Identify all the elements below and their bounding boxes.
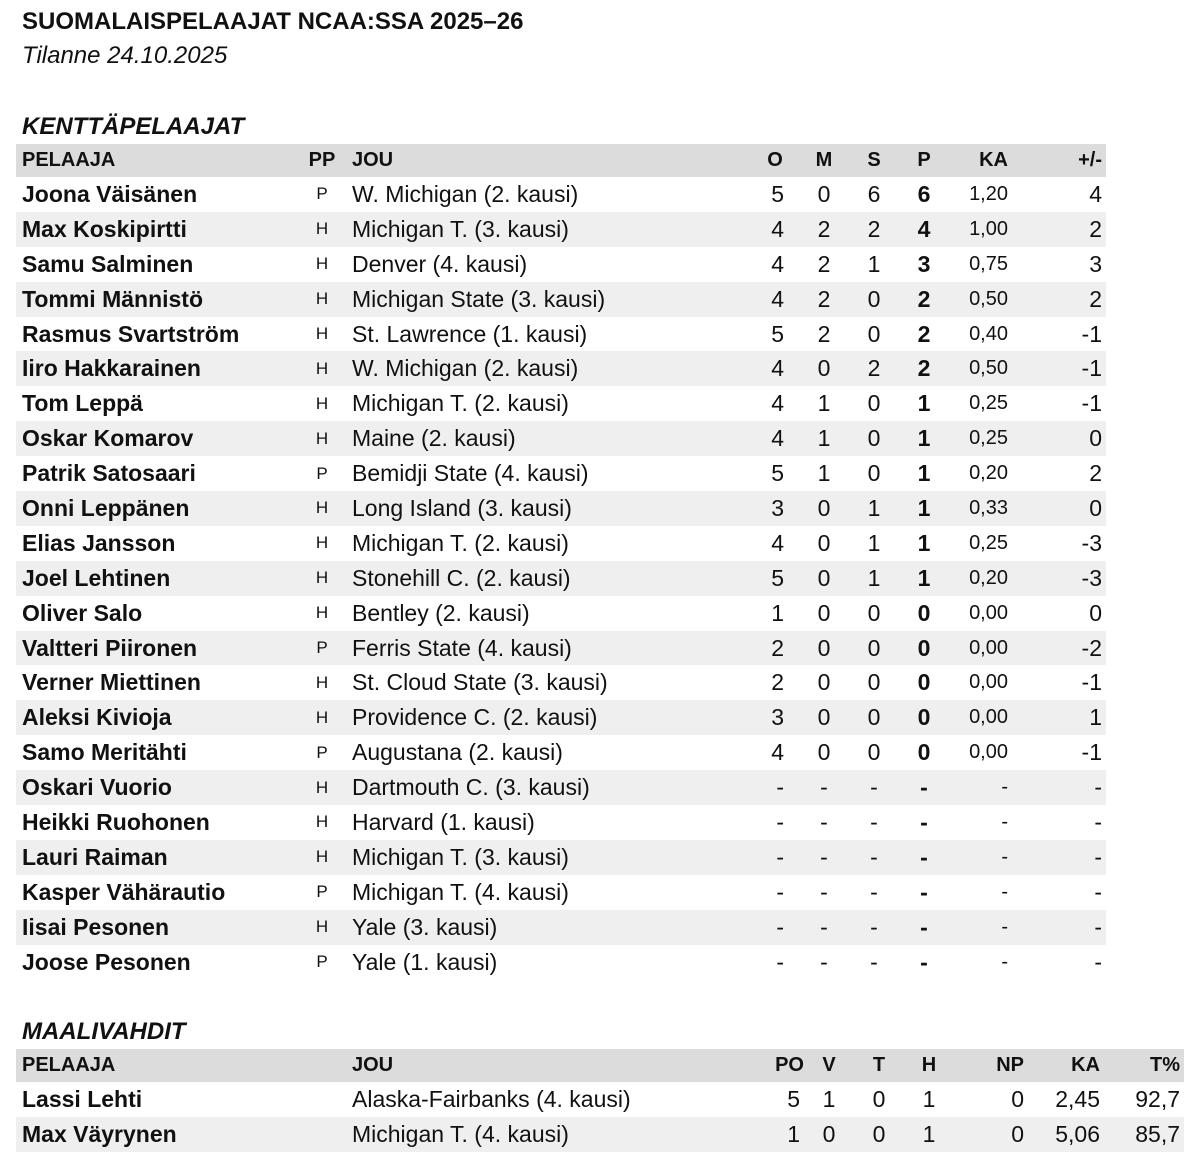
position-cell: H bbox=[315, 672, 329, 692]
team-cell: Denver (4. kausi) bbox=[352, 250, 528, 277]
points-per-game-cell: 0,00 bbox=[969, 671, 1008, 694]
games-cell: 3 bbox=[771, 494, 784, 521]
team-cell: W. Michigan (2. kausi) bbox=[352, 355, 579, 382]
assists-cell: - bbox=[870, 774, 878, 801]
player-name-cell: Joel Lehtinen bbox=[22, 564, 171, 591]
points-per-game-cell: - bbox=[1001, 950, 1008, 973]
team-cell: Augustana (2. kausi) bbox=[352, 739, 563, 766]
points-cell: 4 bbox=[917, 215, 931, 242]
player-name-cell: Samu Salminen bbox=[22, 250, 194, 277]
points-cell: - bbox=[920, 913, 928, 940]
team-cell: Michigan T. (3. kausi) bbox=[352, 843, 569, 870]
player-name-cell: Iisai Pesonen bbox=[22, 913, 170, 940]
table-row bbox=[16, 1082, 1184, 1117]
column-header-games: PO bbox=[775, 1054, 804, 1076]
goals-cell: 2 bbox=[817, 285, 831, 312]
goals-cell: 0 bbox=[817, 669, 831, 696]
position-cell: H bbox=[315, 847, 329, 867]
points-cell: 1 bbox=[917, 425, 931, 452]
goals-cell: 1 bbox=[817, 425, 831, 452]
team-cell: Yale (1. kausi) bbox=[352, 948, 498, 975]
goals-cell: - bbox=[820, 774, 828, 801]
assists-cell: - bbox=[870, 878, 878, 905]
goals-cell: 2 bbox=[817, 320, 831, 347]
table-row bbox=[16, 631, 1106, 666]
games-cell: 4 bbox=[771, 355, 784, 382]
table-row bbox=[16, 282, 1106, 317]
team-cell: Yale (3. kausi) bbox=[352, 913, 498, 940]
player-name-cell: Joose Pesonen bbox=[22, 948, 191, 975]
games-cell: 4 bbox=[771, 529, 784, 556]
table-row bbox=[16, 770, 1106, 805]
table-row bbox=[16, 840, 1106, 875]
games-cell: 5 bbox=[771, 180, 784, 207]
games-cell: 5 bbox=[771, 320, 784, 347]
player-name-cell: Onni Leppänen bbox=[22, 494, 190, 521]
goals-cell: 2 bbox=[817, 215, 831, 242]
column-header-plus-minus: +/- bbox=[1078, 149, 1102, 171]
position-cell: H bbox=[315, 428, 329, 448]
goals-cell: 0 bbox=[817, 564, 831, 591]
goals-against-average-cell: 2,45 bbox=[1055, 1085, 1100, 1112]
team-cell: St. Cloud State (3. kausi) bbox=[352, 669, 608, 696]
points-cell: 2 bbox=[917, 355, 931, 382]
column-header-assists: S bbox=[867, 149, 881, 171]
player-name-cell: Kasper Vähärautio bbox=[22, 878, 226, 905]
position-cell: H bbox=[315, 324, 329, 343]
goals-cell: 1 bbox=[817, 460, 831, 487]
player-name-cell: Max Koskipirtti bbox=[22, 215, 187, 242]
column-header-team: JOU bbox=[352, 1054, 394, 1076]
assists-cell: - bbox=[870, 808, 878, 835]
team-cell: Michigan T. (2. kausi) bbox=[352, 529, 569, 556]
games-cell: 2 bbox=[771, 634, 784, 661]
plus-minus-cell: -1 bbox=[1081, 669, 1102, 696]
points-cell: - bbox=[920, 878, 928, 905]
points-cell: - bbox=[920, 774, 928, 801]
goals-cell: - bbox=[820, 808, 828, 835]
points-per-game-cell: 0,25 bbox=[969, 392, 1008, 415]
player-name-cell: Rasmus Svartström bbox=[22, 320, 240, 347]
position-cell: H bbox=[315, 254, 329, 274]
games-cell: 4 bbox=[771, 739, 784, 766]
points-cell: 2 bbox=[917, 285, 931, 312]
points-per-game-cell: - bbox=[1001, 776, 1008, 799]
plus-minus-cell: -3 bbox=[1081, 529, 1102, 556]
games-cell: 4 bbox=[771, 250, 784, 277]
skaters-section-title: KENTTÄPELAAJAT bbox=[22, 113, 245, 140]
position-cell: H bbox=[315, 777, 329, 797]
plus-minus-cell: 2 bbox=[1089, 215, 1102, 242]
points-per-game-cell: - bbox=[1001, 845, 1008, 868]
points-per-game-cell: 0,50 bbox=[969, 357, 1008, 380]
table-row bbox=[16, 317, 1106, 352]
table-row bbox=[16, 351, 1106, 386]
points-per-game-cell: 0,00 bbox=[969, 741, 1008, 764]
wins-cell: 0 bbox=[822, 1120, 836, 1147]
assists-cell: 1 bbox=[867, 564, 881, 591]
assists-cell: 0 bbox=[867, 285, 881, 312]
player-name-cell: Max Väyrynen bbox=[22, 1120, 177, 1147]
player-name-cell: Oskar Komarov bbox=[22, 425, 194, 452]
player-name-cell: Iiro Hakkarainen bbox=[22, 355, 201, 382]
goals-cell: 2 bbox=[817, 250, 831, 277]
table-row bbox=[16, 386, 1106, 421]
points-cell: - bbox=[920, 948, 928, 975]
plus-minus-cell: -1 bbox=[1081, 355, 1102, 382]
table-row bbox=[16, 421, 1106, 456]
position-cell: H bbox=[315, 603, 329, 623]
goals-cell: - bbox=[820, 913, 828, 940]
points-cell: 1 bbox=[917, 564, 931, 591]
games-cell: 5 bbox=[771, 460, 784, 487]
team-cell: Michigan T. (4. kausi) bbox=[352, 878, 569, 905]
games-cell: 1 bbox=[771, 599, 784, 626]
points-per-game-cell: 0,20 bbox=[969, 462, 1008, 485]
column-header-points-per-game: KA bbox=[979, 149, 1008, 171]
assists-cell: - bbox=[870, 948, 878, 975]
player-name-cell: Valtteri Piironen bbox=[22, 634, 198, 661]
games-cell: 5 bbox=[787, 1085, 800, 1112]
table-row bbox=[16, 247, 1106, 282]
player-name-cell: Tom Leppä bbox=[22, 390, 143, 417]
plus-minus-cell: - bbox=[1094, 878, 1102, 905]
assists-cell: 0 bbox=[867, 599, 881, 626]
team-cell: Alaska-Fairbanks (4. kausi) bbox=[352, 1085, 631, 1112]
position-cell: H bbox=[315, 498, 329, 518]
points-per-game-cell: 1,20 bbox=[969, 182, 1008, 205]
player-name-cell: Oliver Salo bbox=[22, 599, 143, 626]
games-cell: - bbox=[776, 808, 784, 835]
points-cell: 1 bbox=[917, 390, 931, 417]
plus-minus-cell: -1 bbox=[1081, 390, 1102, 417]
plus-minus-cell: 1 bbox=[1089, 704, 1102, 731]
goals-cell: - bbox=[820, 843, 828, 870]
column-header-save-percentage: T% bbox=[1150, 1054, 1180, 1076]
goals-cell: 0 bbox=[817, 704, 831, 731]
plus-minus-cell: 0 bbox=[1089, 494, 1102, 521]
table-header-row bbox=[16, 144, 1106, 177]
goals-cell: - bbox=[820, 878, 828, 905]
team-cell: Harvard (1. kausi) bbox=[352, 808, 535, 835]
team-cell: W. Michigan (2. kausi) bbox=[352, 180, 579, 207]
assists-cell: 0 bbox=[867, 425, 881, 452]
position-cell: P bbox=[316, 952, 328, 972]
column-header-games: O bbox=[767, 149, 783, 171]
column-header-losses: H bbox=[921, 1054, 937, 1076]
team-cell: Michigan T. (4. kausi) bbox=[352, 1120, 569, 1147]
assists-cell: 0 bbox=[867, 390, 881, 417]
assists-cell: 1 bbox=[867, 529, 881, 556]
table-header-row bbox=[16, 1049, 1184, 1082]
table-row bbox=[16, 212, 1106, 247]
plus-minus-cell: - bbox=[1094, 808, 1102, 835]
table-row bbox=[16, 491, 1106, 526]
team-cell: St. Lawrence (1. kausi) bbox=[352, 320, 588, 347]
points-cell: 0 bbox=[917, 634, 931, 661]
goalies-section-title: MAALIVAHDIT bbox=[22, 1018, 186, 1045]
player-name-cell: Verner Miettinen bbox=[22, 669, 201, 696]
page-title: SUOMALAISPELAAJAT NCAA:SSA 2025–26 bbox=[22, 8, 524, 35]
position-cell: H bbox=[315, 707, 329, 727]
player-name-cell: Aleksi Kivioja bbox=[22, 704, 172, 731]
plus-minus-cell: - bbox=[1094, 843, 1102, 870]
goals-cell: - bbox=[820, 948, 828, 975]
points-cell: 0 bbox=[917, 704, 931, 731]
column-header-position: PP bbox=[308, 149, 336, 171]
points-cell: 3 bbox=[917, 250, 931, 277]
assists-cell: - bbox=[870, 843, 878, 870]
goals-cell: 0 bbox=[817, 529, 831, 556]
assists-cell: 0 bbox=[867, 460, 881, 487]
games-cell: 3 bbox=[771, 704, 784, 731]
shutouts-cell: 0 bbox=[1011, 1085, 1024, 1112]
team-cell: Stonehill C. (2. kausi) bbox=[352, 564, 571, 591]
team-cell: Michigan State (3. kausi) bbox=[352, 285, 606, 312]
table-row bbox=[16, 665, 1106, 700]
table-row bbox=[16, 596, 1106, 631]
points-cell: 2 bbox=[917, 320, 931, 347]
plus-minus-cell: 4 bbox=[1089, 180, 1102, 207]
table-row bbox=[16, 1117, 1184, 1152]
column-header-goals: M bbox=[815, 149, 833, 171]
games-cell: - bbox=[776, 843, 784, 870]
column-header-player-name: PELAAJA bbox=[22, 1054, 116, 1076]
goals-cell: 1 bbox=[817, 390, 831, 417]
position-cell: H bbox=[315, 393, 329, 413]
save-percentage-cell: 92,7 bbox=[1135, 1085, 1180, 1112]
plus-minus-cell: - bbox=[1094, 774, 1102, 801]
team-cell: Providence C. (2. kausi) bbox=[352, 704, 598, 731]
player-name-cell: Patrik Satosaari bbox=[22, 460, 196, 487]
games-cell: - bbox=[776, 913, 784, 940]
table-row bbox=[16, 456, 1106, 491]
points-cell: - bbox=[920, 843, 928, 870]
points-per-game-cell: 0,75 bbox=[969, 252, 1008, 275]
goals-cell: 0 bbox=[817, 494, 831, 521]
games-cell: - bbox=[776, 948, 784, 975]
goals-cell: 0 bbox=[817, 739, 831, 766]
table-row bbox=[16, 561, 1106, 596]
ties-cell: 0 bbox=[872, 1085, 886, 1112]
assists-cell: 0 bbox=[867, 320, 881, 347]
games-cell: 4 bbox=[771, 425, 784, 452]
position-cell: H bbox=[315, 289, 329, 309]
goals-cell: 0 bbox=[817, 180, 831, 207]
team-cell: Dartmouth C. (3. kausi) bbox=[352, 774, 590, 801]
plus-minus-cell: -1 bbox=[1081, 739, 1102, 766]
player-name-cell: Lassi Lehti bbox=[22, 1085, 143, 1112]
assists-cell: 0 bbox=[867, 739, 881, 766]
points-per-game-cell: 1,00 bbox=[969, 217, 1008, 240]
position-cell: H bbox=[315, 917, 329, 937]
player-name-cell: Tommi Männistö bbox=[22, 285, 204, 312]
position-cell: H bbox=[315, 219, 329, 239]
points-per-game-cell: - bbox=[1001, 880, 1008, 903]
team-cell: Ferris State (4. kausi) bbox=[352, 634, 572, 661]
assists-cell: 1 bbox=[867, 494, 881, 521]
games-cell: 1 bbox=[787, 1120, 800, 1147]
plus-minus-cell: - bbox=[1094, 913, 1102, 940]
points-cell: 6 bbox=[917, 180, 931, 207]
position-cell: H bbox=[315, 812, 329, 832]
column-header-ties: T bbox=[872, 1054, 886, 1076]
assists-cell: 0 bbox=[867, 704, 881, 731]
column-header-points: P bbox=[917, 149, 931, 171]
column-header-shutouts: NP bbox=[996, 1054, 1024, 1076]
goalies-table bbox=[16, 1049, 1184, 1152]
plus-minus-cell: 2 bbox=[1089, 460, 1102, 487]
points-cell: 1 bbox=[917, 529, 931, 556]
plus-minus-cell: 3 bbox=[1089, 250, 1102, 277]
column-header-player-name: PELAAJA bbox=[22, 149, 116, 171]
assists-cell: 1 bbox=[867, 250, 881, 277]
games-cell: 2 bbox=[771, 669, 784, 696]
column-header-goals-against-average: KA bbox=[1071, 1054, 1100, 1076]
games-cell: 5 bbox=[771, 564, 784, 591]
page-subtitle: Tilanne 24.10.2025 bbox=[22, 42, 228, 69]
team-cell: Bentley (2. kausi) bbox=[352, 599, 530, 626]
player-name-cell: Joona Väisänen bbox=[22, 180, 198, 207]
assists-cell: 2 bbox=[867, 215, 881, 242]
goals-cell: 0 bbox=[817, 634, 831, 661]
team-cell: Michigan T. (2. kausi) bbox=[352, 390, 569, 417]
points-per-game-cell: 0,00 bbox=[969, 601, 1008, 624]
assists-cell: 2 bbox=[867, 355, 881, 382]
table-row bbox=[16, 526, 1106, 561]
table-row bbox=[16, 910, 1106, 945]
games-cell: - bbox=[776, 774, 784, 801]
plus-minus-cell: 0 bbox=[1089, 599, 1102, 626]
plus-minus-cell: -2 bbox=[1081, 634, 1102, 661]
plus-minus-cell: -3 bbox=[1081, 564, 1102, 591]
wins-cell: 1 bbox=[822, 1085, 836, 1112]
assists-cell: 6 bbox=[867, 180, 881, 207]
points-per-game-cell: 0,50 bbox=[969, 287, 1008, 310]
assists-cell: 0 bbox=[867, 634, 881, 661]
points-per-game-cell: - bbox=[1001, 915, 1008, 938]
plus-minus-cell: 2 bbox=[1089, 285, 1102, 312]
plus-minus-cell: - bbox=[1094, 948, 1102, 975]
column-header-wins: V bbox=[822, 1054, 836, 1076]
points-cell: 0 bbox=[917, 669, 931, 696]
ties-cell: 0 bbox=[872, 1120, 886, 1147]
player-name-cell: Samo Meritähti bbox=[22, 739, 187, 766]
save-percentage-cell: 85,7 bbox=[1135, 1120, 1180, 1147]
team-cell: Michigan T. (3. kausi) bbox=[352, 215, 569, 242]
points-per-game-cell: 0,25 bbox=[969, 531, 1008, 554]
player-name-cell: Elias Jansson bbox=[22, 529, 176, 556]
goals-cell: 0 bbox=[817, 599, 831, 626]
position-cell: H bbox=[315, 358, 329, 378]
team-cell: Bemidji State (4. kausi) bbox=[352, 460, 589, 487]
team-cell: Maine (2. kausi) bbox=[352, 425, 516, 452]
position-cell: P bbox=[316, 184, 328, 204]
points-per-game-cell: 0,00 bbox=[969, 706, 1008, 729]
losses-cell: 1 bbox=[922, 1120, 936, 1147]
assists-cell: 0 bbox=[867, 669, 881, 696]
points-cell: - bbox=[920, 808, 928, 835]
plus-minus-cell: 0 bbox=[1089, 425, 1102, 452]
points-per-game-cell: 0,25 bbox=[969, 427, 1008, 450]
table-row bbox=[16, 700, 1106, 735]
position-cell: P bbox=[316, 882, 328, 902]
points-per-game-cell: 0,00 bbox=[969, 636, 1008, 659]
position-cell: H bbox=[315, 568, 329, 588]
player-name-cell: Heikki Ruohonen bbox=[22, 808, 210, 835]
position-cell: P bbox=[316, 742, 328, 762]
games-cell: 4 bbox=[771, 390, 784, 417]
player-name-cell: Lauri Raiman bbox=[22, 843, 168, 870]
points-cell: 0 bbox=[917, 739, 931, 766]
player-name-cell: Oskari Vuorio bbox=[22, 774, 172, 801]
points-per-game-cell: - bbox=[1001, 810, 1008, 833]
position-cell: P bbox=[316, 638, 328, 658]
skaters-table bbox=[16, 144, 1106, 979]
points-cell: 1 bbox=[917, 460, 931, 487]
points-per-game-cell: 0,33 bbox=[969, 496, 1008, 519]
games-cell: 4 bbox=[771, 285, 784, 312]
position-cell: P bbox=[316, 463, 328, 483]
games-cell: 4 bbox=[771, 215, 784, 242]
points-per-game-cell: 0,20 bbox=[969, 566, 1008, 589]
assists-cell: - bbox=[870, 913, 878, 940]
points-cell: 0 bbox=[917, 599, 931, 626]
plus-minus-cell: -1 bbox=[1081, 320, 1102, 347]
team-cell: Long Island (3. kausi) bbox=[352, 494, 572, 521]
games-cell: - bbox=[776, 878, 784, 905]
points-cell: 1 bbox=[917, 494, 931, 521]
shutouts-cell: 0 bbox=[1011, 1120, 1024, 1147]
goals-against-average-cell: 5,06 bbox=[1055, 1120, 1100, 1147]
points-per-game-cell: 0,40 bbox=[969, 322, 1008, 345]
table-row bbox=[16, 735, 1106, 770]
position-cell: H bbox=[315, 533, 329, 553]
table-row bbox=[16, 177, 1106, 212]
table-row bbox=[16, 805, 1106, 840]
column-header-team: JOU bbox=[352, 149, 394, 171]
table-row bbox=[16, 875, 1106, 910]
table-row bbox=[16, 945, 1106, 980]
goals-cell: 0 bbox=[817, 355, 831, 382]
losses-cell: 1 bbox=[922, 1085, 936, 1112]
